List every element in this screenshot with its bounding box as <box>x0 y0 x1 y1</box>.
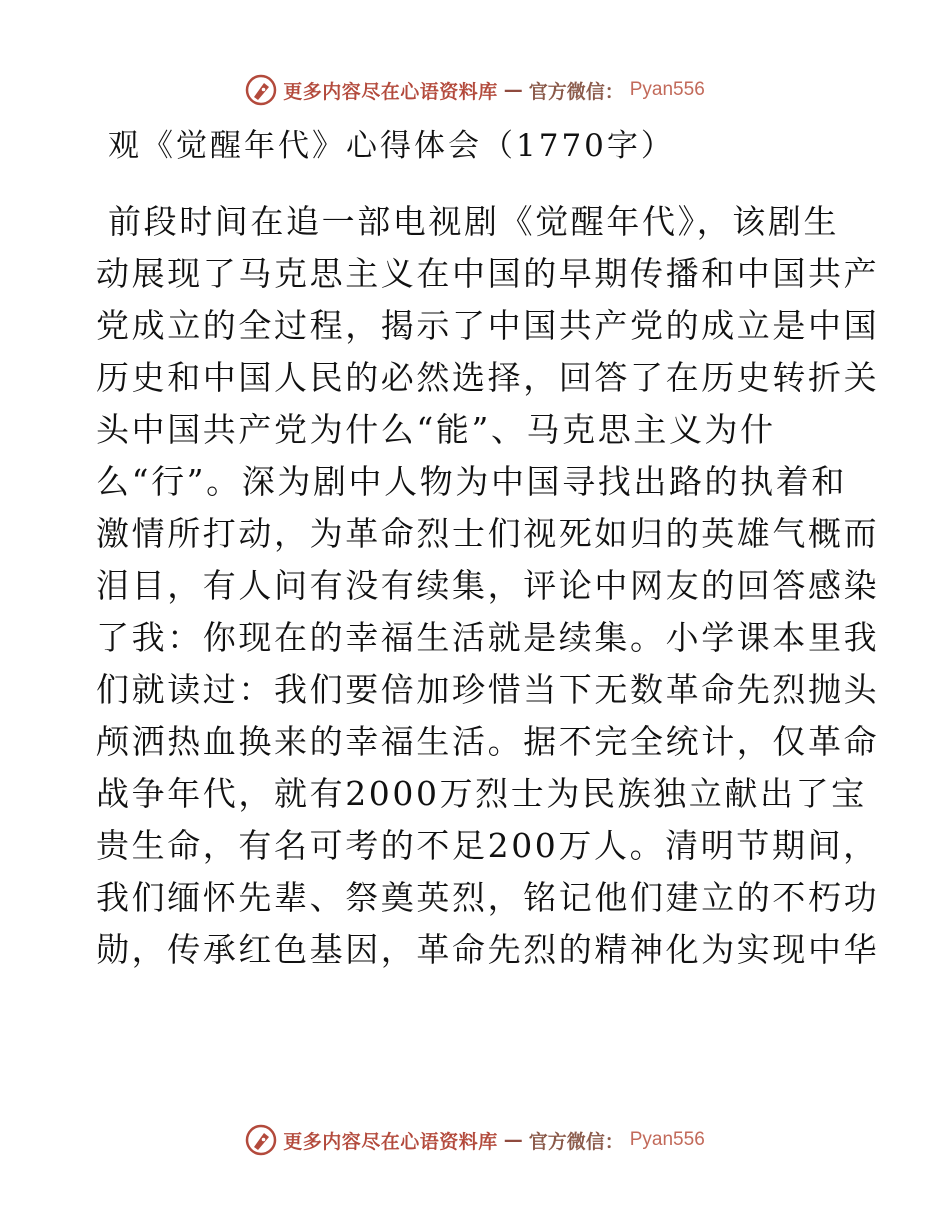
document-title: 观《觉醒年代》心得体会（1770字） <box>108 128 675 164</box>
body-line: 们就读过：我们要倍加珍惜当下无数革命先烈抛头 <box>96 670 880 709</box>
footer-watermark <box>0 1120 950 1160</box>
pen-nib-logo-icon <box>245 74 277 106</box>
body-line: 贵生命，有名可考的不足200万人。清明节期间， <box>96 826 879 865</box>
body-line: 党成立的全过程，揭示了中国共产党的成立是中国 <box>96 306 880 345</box>
body-line: 颅洒热血换来的幸福生活。据不完全统计，仅革命 <box>96 722 880 761</box>
header-watermark <box>0 70 950 110</box>
body-line: 头中国共产党为什么“能”、马克思主义为什 <box>96 410 776 449</box>
body-line: 激情所打动，为革命烈士们视死如归的英雄气概而 <box>96 514 880 553</box>
watermark-handle: Pyan556 <box>629 79 705 100</box>
watermark-separator: — <box>503 1129 523 1151</box>
document-body <box>96 196 880 976</box>
body-line: 勋，传承红色基因，革命先烈的精神化为实现中华 <box>96 930 880 969</box>
pen-nib-logo-icon <box>245 1124 277 1156</box>
body-line: 了我：你现在的幸福生活就是续集。小学课本里我 <box>96 618 880 657</box>
body-line: 我们缅怀先辈、祭奠英烈，铭记他们建立的不朽功 <box>96 878 880 917</box>
body-line: 历史和中国人民的必然选择，回答了在历史转折关 <box>96 358 880 397</box>
body-line: 战争年代，就有2000万烈士为民族独立献出了宝 <box>96 774 867 813</box>
body-line: 么“行”。深为剧中人物为中国寻找出路的执着和 <box>96 462 847 501</box>
watermark-official-label: 官方微信： <box>528 1130 624 1153</box>
body-line: 泪目，有人问有没有续集，评论中网友的回答感染 <box>96 566 880 605</box>
watermark-main-text: 更多内容尽在心语资料库 <box>283 80 498 103</box>
body-line: 前段时间在追一部电视剧《觉醒年代》，该剧生 <box>108 202 840 241</box>
watermark-main-text: 更多内容尽在心语资料库 <box>283 1130 498 1153</box>
body-line: 动展现了马克思主义在中国的早期传播和中国共产 <box>96 254 880 293</box>
watermark-official-label: 官方微信： <box>528 80 624 103</box>
watermark-separator: — <box>503 79 523 101</box>
watermark-handle: Pyan556 <box>629 1129 705 1150</box>
